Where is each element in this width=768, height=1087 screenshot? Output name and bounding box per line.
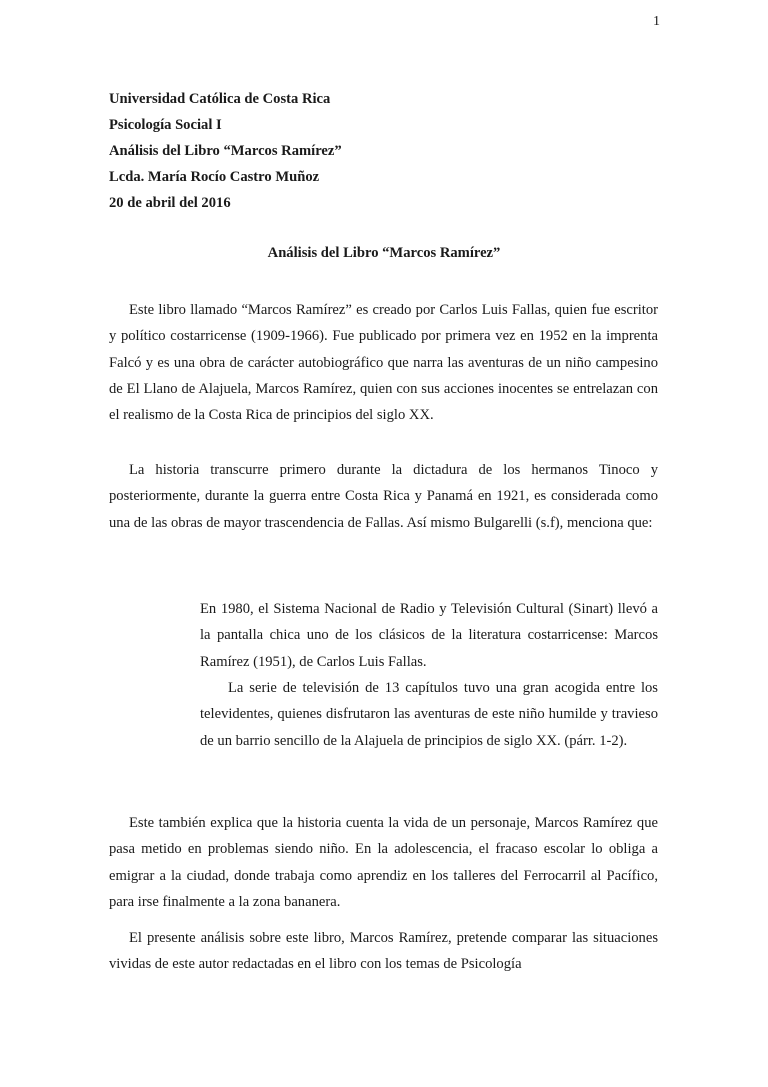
paragraph-purpose: El presente análisis sobre este libro, Marcos Ramírez, pretende comparar las situaciones vividas de este autor redactadas en el libro con los temas de Psicología (109, 930, 658, 973)
university-name: Universidad Católica de Costa Rica (109, 91, 331, 107)
document-title: Análisis del Libro “Marcos Ramírez” (267, 245, 501, 261)
assignment-title: Análisis del Libro “Marcos Ramírez” (109, 143, 342, 159)
document-header (109, 86, 659, 216)
paragraph-intro: Este libro llamado “Marcos Ramírez” es creado por Carlos Luis Fallas, quien fue escritor y político costarricense (1909-1966). Fue publicado por primera vez en 1952 en la imprenta Falcó y es una obra de carácter autobiográfico que narra las aventuras de un niño campesino de El Llano de Alajuela, Marcos Ramírez, quien con sus acciones inocentes se entrelazan con el realismo de la Costa Rica de principios del siglo XX. (109, 302, 658, 424)
page-number: 1 (653, 14, 660, 29)
course-name: Psicología Social I (109, 117, 222, 133)
document-date: 20 de abril del 2016 (109, 195, 231, 211)
paragraph-summary: Este también explica que la historia cuenta la vida de un personaje, Marcos Ramírez que pasa metido en problemas siendo niño. En la adolescencia, el fracaso escolar lo obliga a emigrar a la ciudad, donde trabaja como aprendiz en los talleres del Ferrocarril al Pacífico, para irse finalmente a la zona bananera. (109, 815, 658, 910)
professor-name: Lcda. María Rocío Castro Muñoz (109, 169, 320, 185)
block-quote-1: En 1980, el Sistema Nacional de Radio y Televisión Cultural (Sinart) llevó a la pantalla chica uno de los clásicos de la literatura costarricense: Marcos Ramírez (1951), de Carlos Luis Fallas. (200, 601, 658, 670)
paragraph-history: La historia transcurre primero durante la dictadura de los hermanos Tinoco y posteriormente, durante la guerra entre Costa Rica y Panamá en 1921, es considerada como una de las obras de mayor trascendencia de Fallas. Así mismo Bulgarelli (s.f), menciona que: (109, 462, 658, 531)
block-quote-2: La serie de televisión de 13 capítulos tuvo una gran acogida entre los televidentes, quienes disfrutaron las aventuras de este niño humilde y travieso de un barrio sencillo de la Alajuela de principios de siglo XX. (párr. 1-2). (200, 680, 658, 749)
